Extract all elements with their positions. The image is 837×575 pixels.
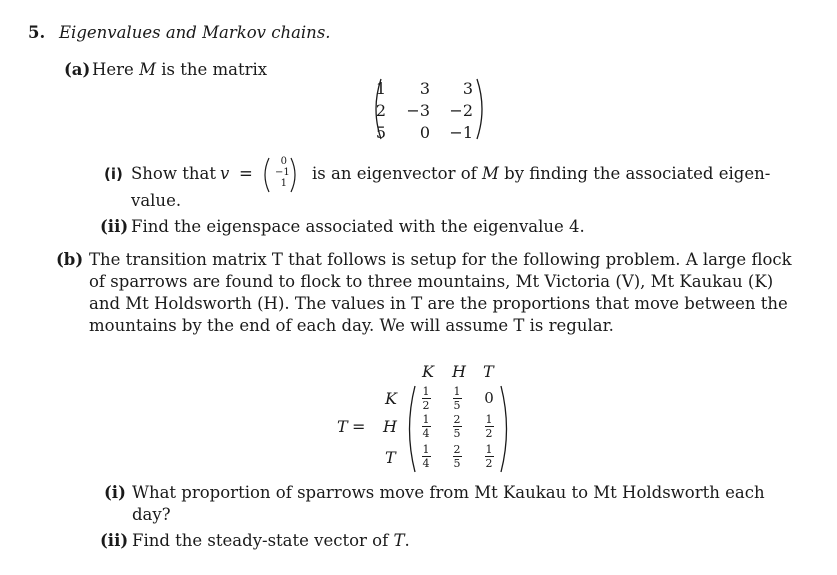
matrix-t-col-label: K [422, 362, 434, 381]
matrix-m-cell: 3 [462, 79, 473, 98]
part-b-paragraph-line: and Mt Holdsworth (H). The values in T are the proportions that move between the [89, 294, 788, 313]
matrix-m-cell: 5 [375, 123, 386, 142]
matrix-t-row-label: H [383, 417, 397, 436]
matrix-m-cell: 1 [375, 79, 386, 98]
matrix-t-equals: = [352, 417, 366, 436]
part-b-paragraph-line: of sparrows are found to flock to three mountains, Mt Victoria (V), Mt Kaukau (K) [89, 272, 774, 291]
part-a-label: (a) [64, 60, 91, 79]
vector-v-entry: −1 [275, 167, 290, 178]
question-number: 5. [28, 23, 46, 42]
part-a-i-text: is an eigenvector of M by finding the associated eigen- [312, 164, 771, 183]
matrix-t-right-paren [498, 384, 514, 474]
part-b-ii-label: (ii) [100, 531, 129, 550]
matrix-m-cell: 0 [419, 123, 430, 142]
matrix-t-cell: 2 5 [453, 443, 461, 470]
matrix-t-col-label: T [483, 362, 494, 381]
matrix-m-cell: 2 [375, 101, 386, 120]
matrix-t-cell: 1 4 [422, 413, 430, 440]
matrix-m-cell: −1 [449, 123, 473, 142]
part-a-intro: Here M is the matrix [92, 60, 268, 79]
matrix-m-cell: 3 [419, 79, 430, 98]
vector-v-entry: 1 [280, 178, 287, 189]
part-b-paragraph-line: The transition matrix T that follows is setup for the following problem. A large flock [89, 250, 792, 269]
part-a-i-pre: Show that [131, 164, 216, 183]
matrix-m-cell: −3 [406, 101, 430, 120]
matrix-t-cell: 1 2 [422, 385, 430, 412]
part-a-i-label: (i) [104, 165, 123, 183]
part-a-i-continuation: value. [131, 191, 182, 210]
matrix-t-name: T [337, 417, 348, 436]
part-b-paragraph-line: mountains by the end of each day. We will assume T is regular. [89, 316, 614, 335]
vector-v-left-paren [259, 156, 271, 194]
part-a-ii-text: Find the eigenspace associated with the eigenvalue 4. [131, 217, 585, 236]
matrix-t-cell: 2 5 [453, 413, 461, 440]
matrix-t-cell: 0 [484, 389, 494, 407]
matrix-t-cell: 1 2 [485, 443, 493, 470]
part-b-i-label: (i) [104, 483, 126, 502]
matrix-t-row-label: K [385, 389, 397, 408]
part-b-ii-text: Find the steady-state vector of T. [132, 531, 410, 550]
question-title: Eigenvalues and Markov chains. [59, 23, 331, 42]
matrix-t-cell: 1 5 [453, 385, 461, 412]
matrix-t-cell: 1 4 [422, 443, 430, 470]
part-a-ii-label: (ii) [100, 217, 129, 236]
equals-sign: = [239, 164, 253, 183]
matrix-t-row-label: T [385, 448, 396, 467]
matrix-m-cell: −2 [449, 101, 473, 120]
matrix-t-left-paren [402, 384, 418, 474]
vector-v-entry: 0 [280, 156, 287, 167]
part-b-label: (b) [56, 250, 84, 269]
matrix-m-right-paren [474, 77, 490, 141]
vector-v-symbol: v [220, 164, 230, 183]
matrix-t-cell: 1 2 [485, 413, 493, 440]
matrix-t-col-label: H [452, 362, 466, 381]
part-b-i-text-continuation: day? [132, 505, 171, 524]
vector-v-right-paren [289, 156, 301, 194]
part-b-i-text: What proportion of sparrows move from Mt Kaukau to Mt Holdsworth each [132, 483, 765, 502]
